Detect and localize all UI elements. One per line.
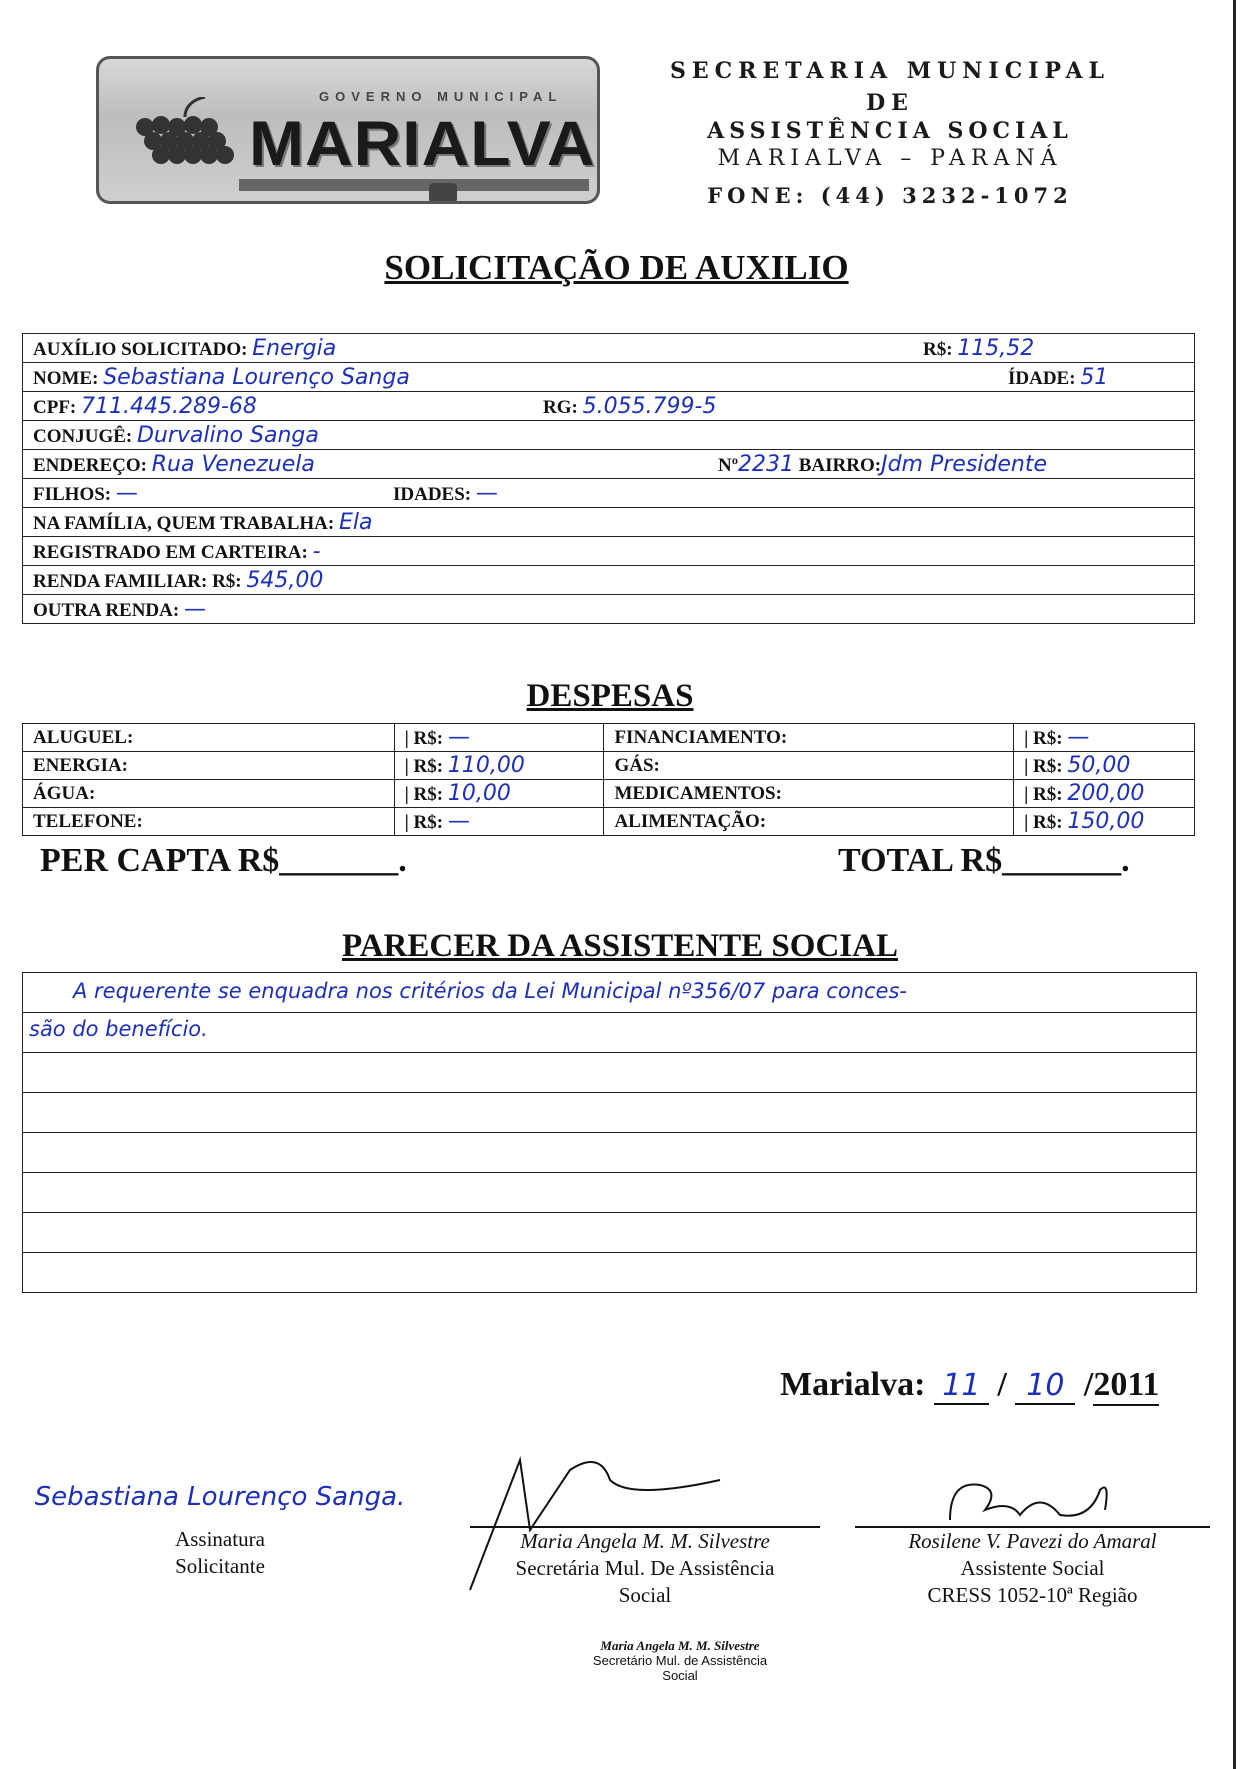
cpf-value[interactable]: 711.445.289-68 bbox=[81, 393, 257, 419]
rs-prefix: | R$: bbox=[1024, 728, 1063, 749]
expense-label: MEDICAMENTOS: bbox=[604, 780, 1014, 808]
registrado-value[interactable]: - bbox=[312, 538, 321, 564]
conjuge-label: CONJUGÊ: bbox=[33, 425, 133, 447]
parecer-line[interactable] bbox=[23, 1053, 1196, 1093]
date-line: Marialva: 11 / 10 /2011 bbox=[780, 1366, 1159, 1406]
trabalha-value[interactable]: Ela bbox=[338, 509, 373, 535]
marialva-logo bbox=[96, 56, 600, 204]
parecer-line[interactable] bbox=[23, 1213, 1196, 1253]
assistente-caption-2: CRESS 1052-10ª Região bbox=[927, 1583, 1138, 1607]
rs-prefix: | R$: bbox=[1024, 812, 1063, 833]
parecer-line[interactable] bbox=[23, 1093, 1196, 1133]
auxilio-value[interactable]: Energia bbox=[252, 335, 337, 361]
idades-value[interactable]: — bbox=[475, 481, 498, 506]
rs-prefix: | R$: bbox=[404, 756, 444, 777]
numero-label: Nº bbox=[718, 455, 738, 476]
despesas-title: DESPESAS bbox=[526, 678, 694, 714]
parecer-line[interactable] bbox=[23, 1133, 1196, 1173]
header-line-4: MARIALVA – PARANÁ bbox=[717, 146, 1063, 171]
expense-label: GÁS: bbox=[604, 752, 1014, 780]
form-row-auxilio bbox=[23, 334, 1195, 363]
secretaria-name: Maria Angela M. M. Silvestre bbox=[470, 1526, 820, 1555]
stamp-line-1: Secretário Mul. de Assistência bbox=[592, 1653, 768, 1668]
idades-label: IDADES: bbox=[393, 484, 472, 505]
official-stamp bbox=[580, 1638, 780, 1683]
secretaria-caption-1: Secretária Mul. De Assistência bbox=[515, 1556, 775, 1580]
signature-assistente bbox=[855, 1526, 1210, 1609]
header-line-1: SECRETARIA MUNICIPAL bbox=[670, 58, 1110, 84]
grapes-icon bbox=[125, 97, 245, 177]
signature-solicitante bbox=[30, 1484, 410, 1580]
logo-government-text: GOVERNO MUNICIPAL bbox=[319, 89, 563, 104]
assistente-name: Rosilene V. Pavezi do Amaral bbox=[855, 1526, 1210, 1555]
expense-row bbox=[23, 724, 1195, 752]
cpf-label: CPF: bbox=[33, 396, 77, 418]
rs-prefix: | R$: bbox=[1024, 756, 1063, 777]
bairro-label: BAIRRO: bbox=[798, 455, 882, 476]
logo-band bbox=[239, 179, 589, 191]
expense-row bbox=[23, 780, 1195, 808]
expense-label: TELEFONE: bbox=[23, 808, 395, 836]
form-row-outra-renda bbox=[23, 595, 1195, 624]
solicitante-signature: Sebastiana Lourenço Sanga. bbox=[34, 1482, 406, 1512]
outra-renda-value[interactable]: — bbox=[183, 596, 206, 622]
parecer-line bbox=[23, 973, 1196, 1013]
form-row-conjuge bbox=[23, 421, 1195, 450]
endereco-value[interactable]: Rua Venezuela bbox=[151, 451, 315, 477]
date-city: Marialva: bbox=[780, 1366, 926, 1403]
assistente-caption-1: Assistente Social bbox=[960, 1556, 1105, 1580]
filhos-value[interactable]: — bbox=[115, 480, 138, 506]
conjuge-value[interactable]: Durvalino Sanga bbox=[136, 422, 319, 448]
parecer-line[interactable] bbox=[23, 1173, 1196, 1213]
form-row-endereco bbox=[23, 450, 1195, 479]
expense-label: ALUGUEL: bbox=[23, 724, 395, 752]
rs-prefix: | R$: bbox=[404, 784, 444, 805]
form-row-registrado bbox=[23, 537, 1195, 566]
parecer-line bbox=[23, 1013, 1196, 1053]
outra-renda-label: OUTRA RENDA: bbox=[33, 599, 180, 621]
auxilio-label: AUXÍLIO SOLICITADO: bbox=[33, 338, 248, 360]
bairro-value[interactable]: Jdm Presidente bbox=[881, 452, 1047, 477]
date-month[interactable]: 10 bbox=[1015, 1368, 1075, 1405]
assistente-signature-mark bbox=[890, 1470, 1160, 1530]
expenses-table bbox=[22, 723, 1195, 836]
coat-of-arms-icon bbox=[429, 183, 457, 203]
applicant-form bbox=[22, 333, 1195, 624]
expense-label: ALIMENTAÇÃO: bbox=[604, 808, 1014, 836]
renda-label: RENDA FAMILIAR: R$: bbox=[33, 570, 242, 592]
nome-value[interactable]: Sebastiana Lourenço Sanga bbox=[103, 364, 410, 390]
rs-label: R$: bbox=[923, 339, 953, 360]
rs-value[interactable]: 115,52 bbox=[957, 336, 1035, 361]
rg-label: RG: bbox=[543, 397, 578, 418]
form-row-renda bbox=[23, 566, 1195, 595]
expense-value[interactable]: 10,00 bbox=[447, 781, 511, 806]
expense-label: FINANCIAMENTO: bbox=[604, 724, 1014, 752]
total-field[interactable]: TOTAL R$_______. bbox=[838, 842, 1130, 879]
form-row-trabalha bbox=[23, 508, 1195, 537]
header-line-3: ASSISTÊNCIA SOCIAL bbox=[707, 118, 1073, 144]
solicitante-caption-2: Solicitante bbox=[175, 1554, 265, 1578]
trabalha-label: NA FAMÍLIA, QUEM TRABALHA: bbox=[33, 512, 335, 534]
expense-value[interactable]: — bbox=[447, 809, 470, 834]
stamp-name: Maria Angela M. M. Silvestre bbox=[600, 1638, 760, 1653]
expense-label: ÁGUA: bbox=[23, 780, 395, 808]
idade-value[interactable]: 51 bbox=[1080, 365, 1109, 390]
form-row-nome bbox=[23, 363, 1195, 392]
parecer-text-1[interactable]: A requerente se enquadra nos critérios da Lei Municipal nº356/07 para conces- bbox=[73, 979, 907, 1003]
rg-value[interactable]: 5.055.799-5 bbox=[582, 394, 717, 419]
stamp-line-2: Social bbox=[662, 1668, 698, 1683]
expense-value[interactable]: — bbox=[447, 725, 470, 750]
expense-value[interactable]: 110,00 bbox=[447, 753, 525, 778]
form-row-filhos bbox=[23, 479, 1195, 508]
form-row-cpf bbox=[23, 392, 1195, 421]
parecer-lines bbox=[22, 972, 1197, 1293]
expense-value[interactable]: 50,00 bbox=[1067, 753, 1131, 778]
expense-value[interactable]: 200,00 bbox=[1067, 781, 1145, 806]
nome-label: NOME: bbox=[33, 367, 99, 389]
page-title: SOLICITAÇÃO DE AUXILIO bbox=[384, 248, 849, 287]
numero-value[interactable]: 2231 bbox=[738, 452, 794, 477]
expense-row bbox=[23, 808, 1195, 836]
filhos-label: FILHOS: bbox=[33, 483, 112, 505]
registrado-label: REGISTRADO EM CARTEIRA: bbox=[33, 541, 308, 563]
secretaria-caption-2: Social bbox=[618, 1583, 672, 1607]
parecer-line[interactable] bbox=[23, 1253, 1196, 1292]
signature-secretaria bbox=[470, 1526, 820, 1609]
date-day[interactable]: 11 bbox=[934, 1368, 989, 1405]
rs-prefix: | R$: bbox=[1024, 784, 1063, 805]
endereco-label: ENDEREÇO: bbox=[33, 454, 148, 476]
renda-value[interactable]: 545,00 bbox=[246, 567, 324, 593]
expense-value[interactable]: 150,00 bbox=[1067, 809, 1145, 834]
header-phone: FONE: (44) 3232-1072 bbox=[707, 183, 1073, 208]
rs-prefix: | R$: bbox=[404, 728, 444, 749]
expense-value[interactable]: — bbox=[1067, 725, 1090, 750]
parecer-title: PARECER DA ASSISTENTE SOCIAL bbox=[342, 928, 898, 964]
header-line-2: DE bbox=[866, 90, 914, 116]
idade-label: ÍDADE: bbox=[1008, 368, 1076, 389]
solicitante-caption-1: Assinatura bbox=[175, 1527, 265, 1551]
parecer-text-2[interactable]: são do benefício. bbox=[29, 1017, 208, 1041]
expense-label: ENERGIA: bbox=[23, 752, 395, 780]
rs-prefix: | R$: bbox=[404, 812, 444, 833]
logo-city-name: MARIALVA bbox=[249, 107, 596, 179]
expense-row bbox=[23, 752, 1195, 780]
per-capta-field[interactable]: PER CAPTA R$_______. bbox=[40, 842, 407, 879]
date-year: 2011 bbox=[1093, 1366, 1159, 1406]
